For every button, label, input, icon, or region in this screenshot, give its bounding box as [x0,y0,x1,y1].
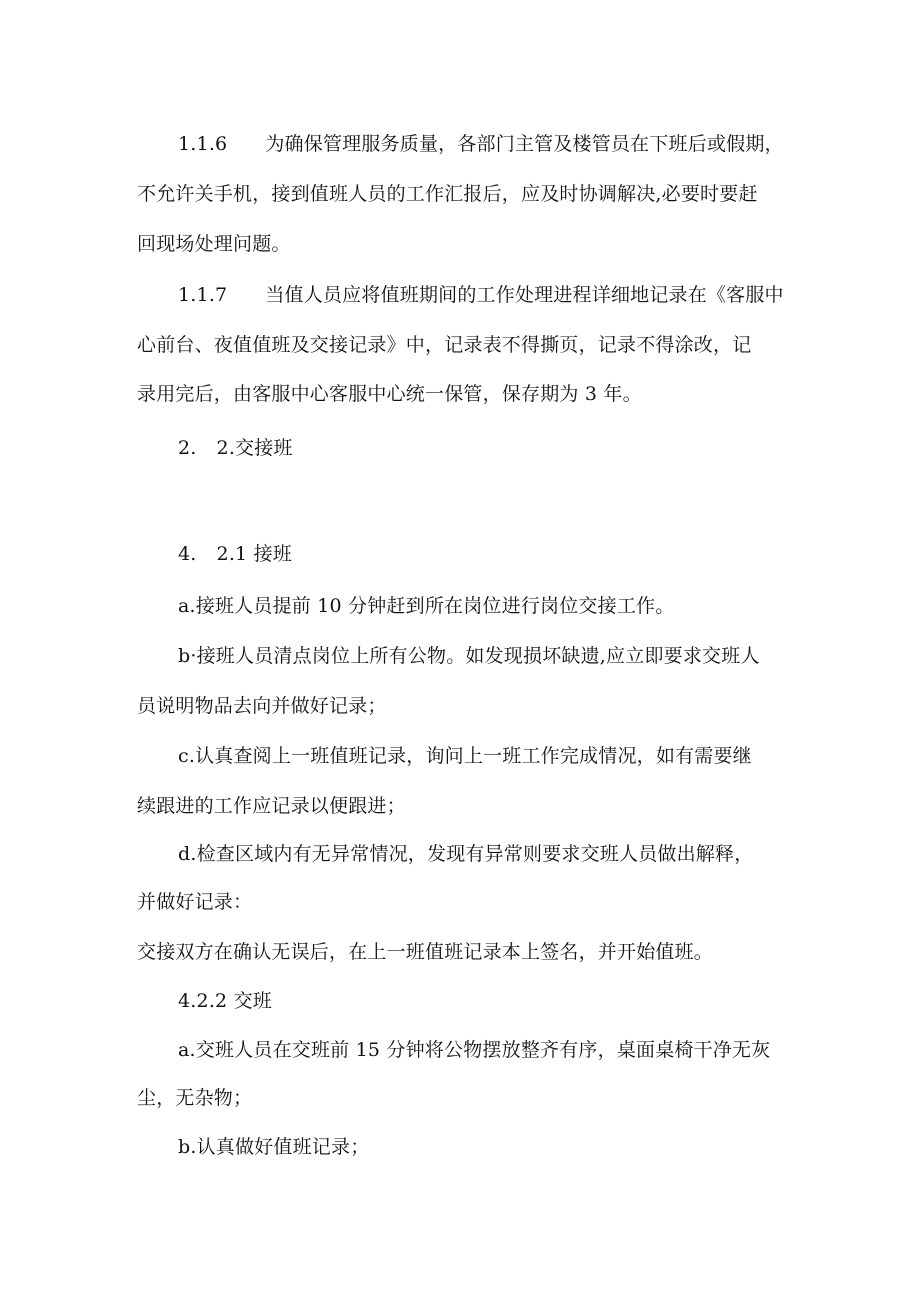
paragraph-116-line-2: 不允许关手机，接到值班人员的工作汇报后，应及时协调解决,必要时要赶 [137,183,758,205]
receive-item-confirm: 交接双方在确认无误后，在上一班值班记录本上签名，并开始值班。 [137,941,714,963]
paragraph-117-line-1 [178,282,784,308]
section-heading-4-number: 4. [178,543,197,565]
paragraph-117-text-1: 当值人员应将值班期间的工作处理进程详细地记录在《客服中 [265,284,784,306]
section-heading-422: 4.2.2 交班 [178,990,272,1012]
give-item-a-line-2: 尘，无杂物； [137,1087,253,1109]
paragraph-116-number: 1.1.6 [178,133,228,155]
receive-item-a: a.接班人员提前 10 分钟赶到所在岗位进行岗位交接工作。 [178,595,675,617]
receive-item-c-line-2: 续跟进的工作应记录以便跟进； [137,795,406,817]
receive-item-c-line-1: c.认真查阅上一班值班记录，询问上一班工作完成情况，如有需要继 [178,745,752,767]
section-heading-4 [178,541,292,567]
give-item-a-line-1: a.交班人员在交班前 15 分钟将公物摆放整齐有序，桌面桌椅干净无灰 [178,1039,771,1061]
section-heading-2-number: 2. [178,437,197,459]
receive-item-b-line-1: b·接班人员清点岗位上所有公物。如发现损坏缺遗,应立即要求交班人 [178,645,760,667]
paragraph-117-line-2: 心前台、夜值值班及交接记录》中，记录表不得撕页，记录不得涂改，记 [137,334,752,356]
receive-item-d-line-2: 并做好记录： [137,891,253,913]
paragraph-116-text-1: 为确保管理服务质量，各部门主管及楼管员在下班后或假期， [265,133,784,155]
receive-item-b-line-2: 员说明物品去向并做好记录； [137,695,387,717]
section-heading-2-text: 2.交接班 [216,437,293,459]
receive-item-d-line-1: d.检查区域内有无异常情况，发现有异常则要求交班人员做出解释， [178,843,754,865]
paragraph-116-line-1 [178,131,784,157]
paragraph-116-line-3: 回现场处理问题。 [137,233,291,255]
section-heading-2 [178,435,293,461]
paragraph-117-number: 1.1.7 [178,284,228,306]
give-item-b: b.认真做好值班记录； [178,1136,370,1158]
paragraph-117-line-3: 录用完后，由客服中心客服中心统一保管，保存期为 3 年。 [137,383,642,405]
section-heading-4-text: 2.1 接班 [216,543,292,565]
